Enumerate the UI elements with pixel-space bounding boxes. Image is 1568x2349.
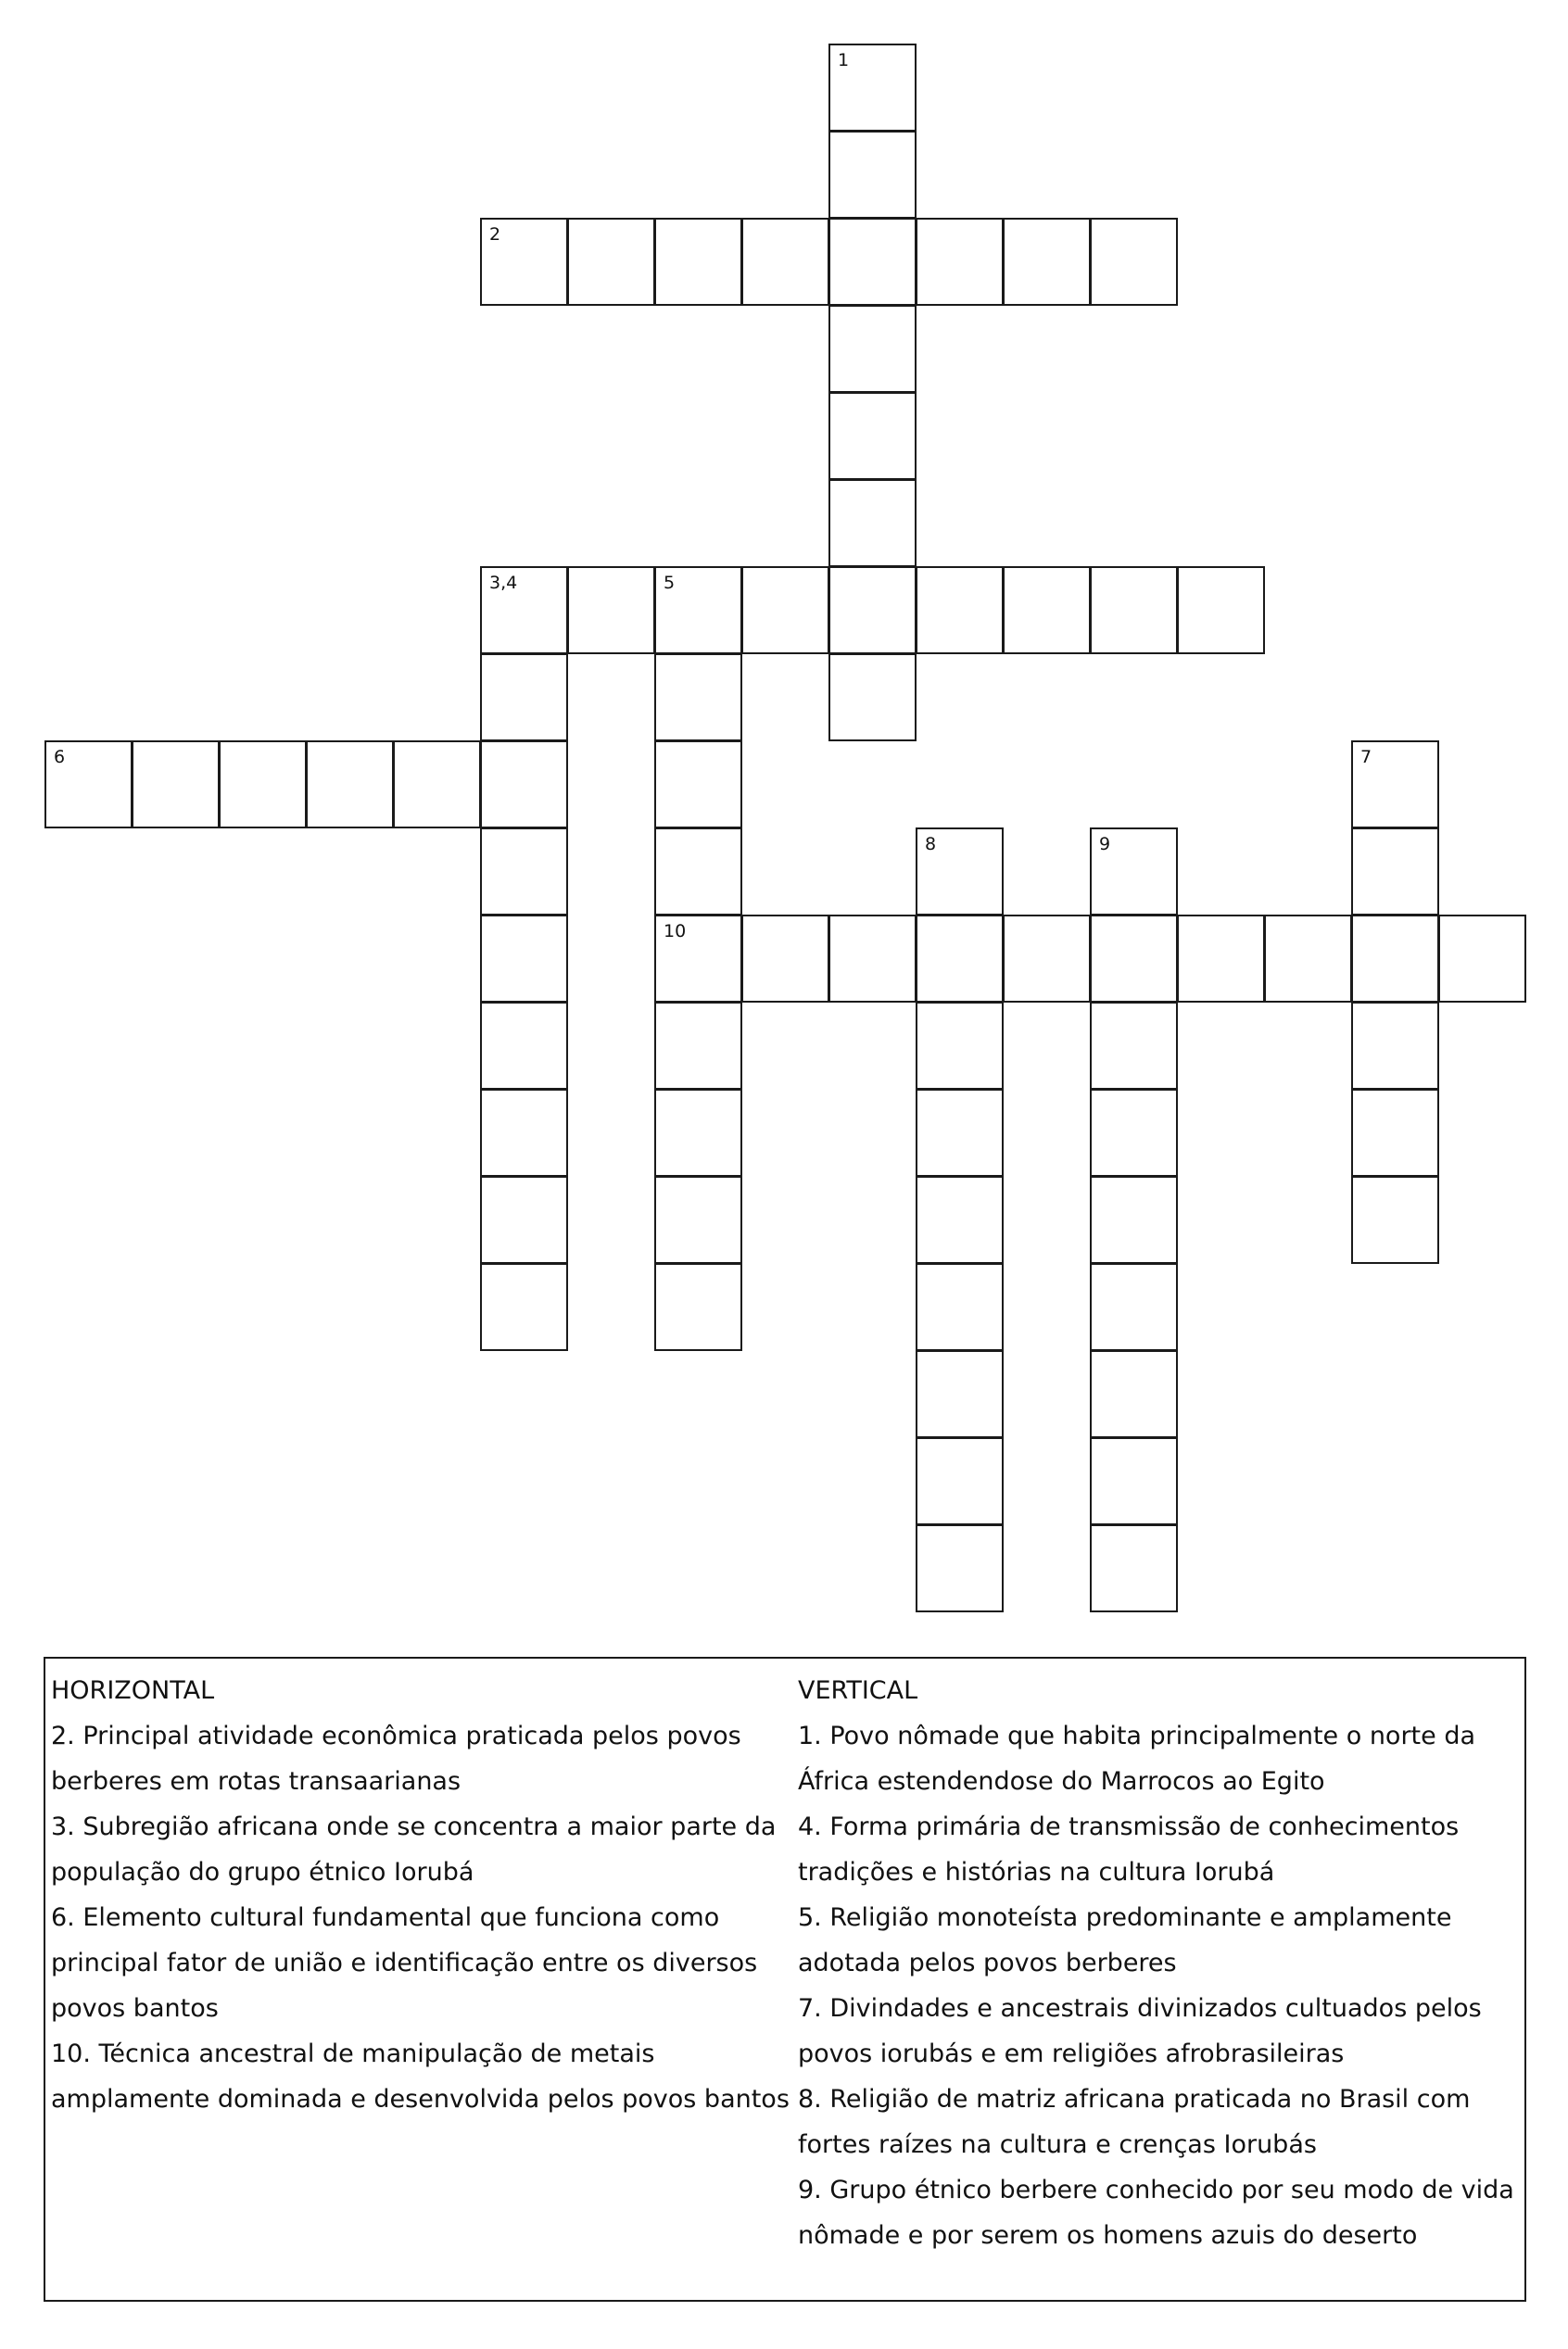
clue-line: nômade e por serem os homens azuis do deserto bbox=[798, 2221, 1418, 2250]
clue-line: população do grupo étnico Iorubá bbox=[51, 1858, 474, 1887]
horizontal-clues bbox=[51, 1668, 790, 2122]
crossword-cell[interactable] bbox=[1264, 915, 1352, 1003]
clue-line: adotada pelos povos berberes bbox=[798, 1949, 1177, 1977]
crossword-cell[interactable] bbox=[916, 1524, 1004, 1612]
crossword-cell[interactable] bbox=[393, 740, 481, 828]
crossword-cell[interactable] bbox=[654, 566, 742, 654]
crossword-cell[interactable] bbox=[916, 1350, 1004, 1438]
clue-line: tradições e histórias na cultura Iorubá bbox=[798, 1858, 1275, 1887]
crossword-cell[interactable] bbox=[1177, 915, 1265, 1003]
clue-line: 7. Divindades e ancestrais divinizados cultuados pelos bbox=[798, 1994, 1482, 2023]
clue-line: 6. Elemento cultural fundamental que funciona como bbox=[51, 1903, 720, 1932]
clues-box bbox=[44, 1657, 1526, 2302]
cell-number: 5 bbox=[664, 573, 676, 593]
clue-line: 1. Povo nômade que habita principalmente o norte da bbox=[798, 1722, 1476, 1750]
crossword-cell[interactable] bbox=[480, 915, 568, 1003]
crossword-cell[interactable] bbox=[480, 1263, 568, 1351]
clue-line: fortes raízes na cultura e crenças Iorubás bbox=[798, 2130, 1317, 2159]
crossword-cell[interactable] bbox=[654, 1002, 742, 1090]
crossword-cell[interactable] bbox=[219, 740, 307, 828]
crossword-cell[interactable] bbox=[1090, 1524, 1178, 1612]
crossword-cell[interactable] bbox=[480, 566, 568, 654]
crossword-cell[interactable] bbox=[654, 740, 742, 828]
crossword-cell[interactable] bbox=[480, 1089, 568, 1177]
crossword-cell[interactable] bbox=[44, 740, 133, 828]
crossword-cell[interactable] bbox=[828, 392, 917, 480]
crossword-cell[interactable] bbox=[1090, 1176, 1178, 1264]
crossword-cell[interactable] bbox=[480, 218, 568, 306]
crossword-cell[interactable] bbox=[654, 1176, 742, 1264]
crossword-cell[interactable] bbox=[480, 740, 568, 828]
crossword-cell[interactable] bbox=[1003, 915, 1091, 1003]
vertical-clues bbox=[798, 1668, 1521, 2258]
clue-line: principal fator de união e identificação entre os diversos bbox=[51, 1949, 758, 1977]
clue-line: povos iorubás e em religiões afrobrasileiras bbox=[798, 2040, 1345, 2068]
crossword-cell[interactable] bbox=[567, 218, 655, 306]
crossword-cell[interactable] bbox=[1090, 1002, 1178, 1090]
crossword-cell[interactable] bbox=[567, 566, 655, 654]
crossword-cell[interactable] bbox=[916, 1002, 1004, 1090]
crossword-cell[interactable] bbox=[741, 218, 829, 306]
crossword-cell[interactable] bbox=[1090, 1350, 1178, 1438]
clue-line: berberes em rotas transaarianas bbox=[51, 1767, 462, 1796]
crossword-cell[interactable] bbox=[741, 915, 829, 1003]
horizontal-title: HORIZONTAL bbox=[51, 1676, 215, 1705]
crossword-cell[interactable] bbox=[828, 44, 917, 132]
crossword-cell[interactable] bbox=[654, 653, 742, 741]
clue-line: povos bantos bbox=[51, 1994, 219, 2023]
crossword-cell[interactable] bbox=[306, 740, 394, 828]
crossword-cell[interactable] bbox=[828, 305, 917, 393]
clue-line: 8. Religião de matriz africana praticada no Brasil com bbox=[798, 2085, 1471, 2114]
crossword-cell[interactable] bbox=[1351, 1176, 1439, 1264]
clue-line: amplamente dominada e desenvolvida pelos povos bantos bbox=[51, 2085, 790, 2114]
crossword-cell[interactable] bbox=[916, 1263, 1004, 1351]
crossword-cell[interactable] bbox=[916, 1176, 1004, 1264]
crossword-cell[interactable] bbox=[1351, 1002, 1439, 1090]
crossword-cell[interactable] bbox=[1351, 740, 1439, 828]
clue-line: 10. Técnica ancestral de manipulação de metais bbox=[51, 2040, 655, 2068]
crossword-cell[interactable] bbox=[1351, 827, 1439, 916]
cell-number: 2 bbox=[489, 224, 501, 245]
crossword-cell[interactable] bbox=[1003, 218, 1091, 306]
crossword-cell[interactable] bbox=[916, 566, 1004, 654]
clue-line: 3. Subregião africana onde se concentra a maior parte da bbox=[51, 1812, 777, 1841]
crossword-cell[interactable] bbox=[654, 1263, 742, 1351]
crossword-cell[interactable] bbox=[132, 740, 220, 828]
crossword-cell[interactable] bbox=[916, 915, 1004, 1003]
crossword-cell[interactable] bbox=[741, 566, 829, 654]
crossword-cell[interactable] bbox=[654, 827, 742, 916]
crossword-cell[interactable] bbox=[1090, 566, 1178, 654]
crossword-cell[interactable] bbox=[1090, 827, 1178, 916]
cell-number: 9 bbox=[1099, 834, 1111, 854]
clue-line: 9. Grupo étnico berbere conhecido por seu modo de vida bbox=[798, 2176, 1514, 2204]
cell-number: 7 bbox=[1360, 747, 1372, 767]
crossword-cell[interactable] bbox=[1438, 915, 1526, 1003]
crossword-cell[interactable] bbox=[828, 915, 917, 1003]
crossword-cell[interactable] bbox=[480, 1002, 568, 1090]
cell-number: 8 bbox=[925, 834, 937, 854]
cell-number: 1 bbox=[838, 50, 850, 70]
crossword-cell[interactable] bbox=[1090, 1437, 1178, 1525]
crossword-cell[interactable] bbox=[654, 915, 742, 1003]
crossword-cell[interactable] bbox=[828, 566, 917, 654]
cell-number: 6 bbox=[54, 747, 66, 767]
crossword-cell[interactable] bbox=[1351, 915, 1439, 1003]
crossword-cell[interactable] bbox=[1351, 1089, 1439, 1177]
crossword-cell[interactable] bbox=[1090, 915, 1178, 1003]
clue-line: 2. Principal atividade econômica praticada pelos povos bbox=[51, 1722, 741, 1750]
crossword-cell[interactable] bbox=[916, 1437, 1004, 1525]
crossword-cell[interactable] bbox=[480, 827, 568, 916]
crossword-cell[interactable] bbox=[1090, 1089, 1178, 1177]
crossword-cell[interactable] bbox=[828, 131, 917, 219]
cell-number: 10 bbox=[664, 921, 687, 941]
crossword-cell[interactable] bbox=[828, 653, 917, 741]
clue-line: 4. Forma primária de transmissão de conhecimentos bbox=[798, 1812, 1460, 1841]
crossword-cell[interactable] bbox=[828, 218, 917, 306]
crossword-cell[interactable] bbox=[1090, 218, 1178, 306]
crossword-cell[interactable] bbox=[1090, 1263, 1178, 1351]
crossword-cell[interactable] bbox=[654, 218, 742, 306]
crossword-cell[interactable] bbox=[916, 1089, 1004, 1177]
clue-line: África estendendose do Marrocos ao Egito bbox=[798, 1767, 1325, 1796]
crossword-cell[interactable] bbox=[916, 218, 1004, 306]
crossword-cell[interactable] bbox=[1177, 566, 1265, 654]
crossword-cell[interactable] bbox=[654, 1089, 742, 1177]
crossword-cell[interactable] bbox=[828, 479, 917, 567]
crossword-cell[interactable] bbox=[480, 653, 568, 741]
clue-line: 5. Religião monoteísta predominante e amplamente bbox=[798, 1903, 1452, 1932]
crossword-cell[interactable] bbox=[916, 827, 1004, 916]
crossword-cell[interactable] bbox=[1003, 566, 1091, 654]
cell-number: 3,4 bbox=[489, 573, 518, 593]
vertical-title: VERTICAL bbox=[798, 1676, 918, 1705]
crossword-cell[interactable] bbox=[480, 1176, 568, 1264]
